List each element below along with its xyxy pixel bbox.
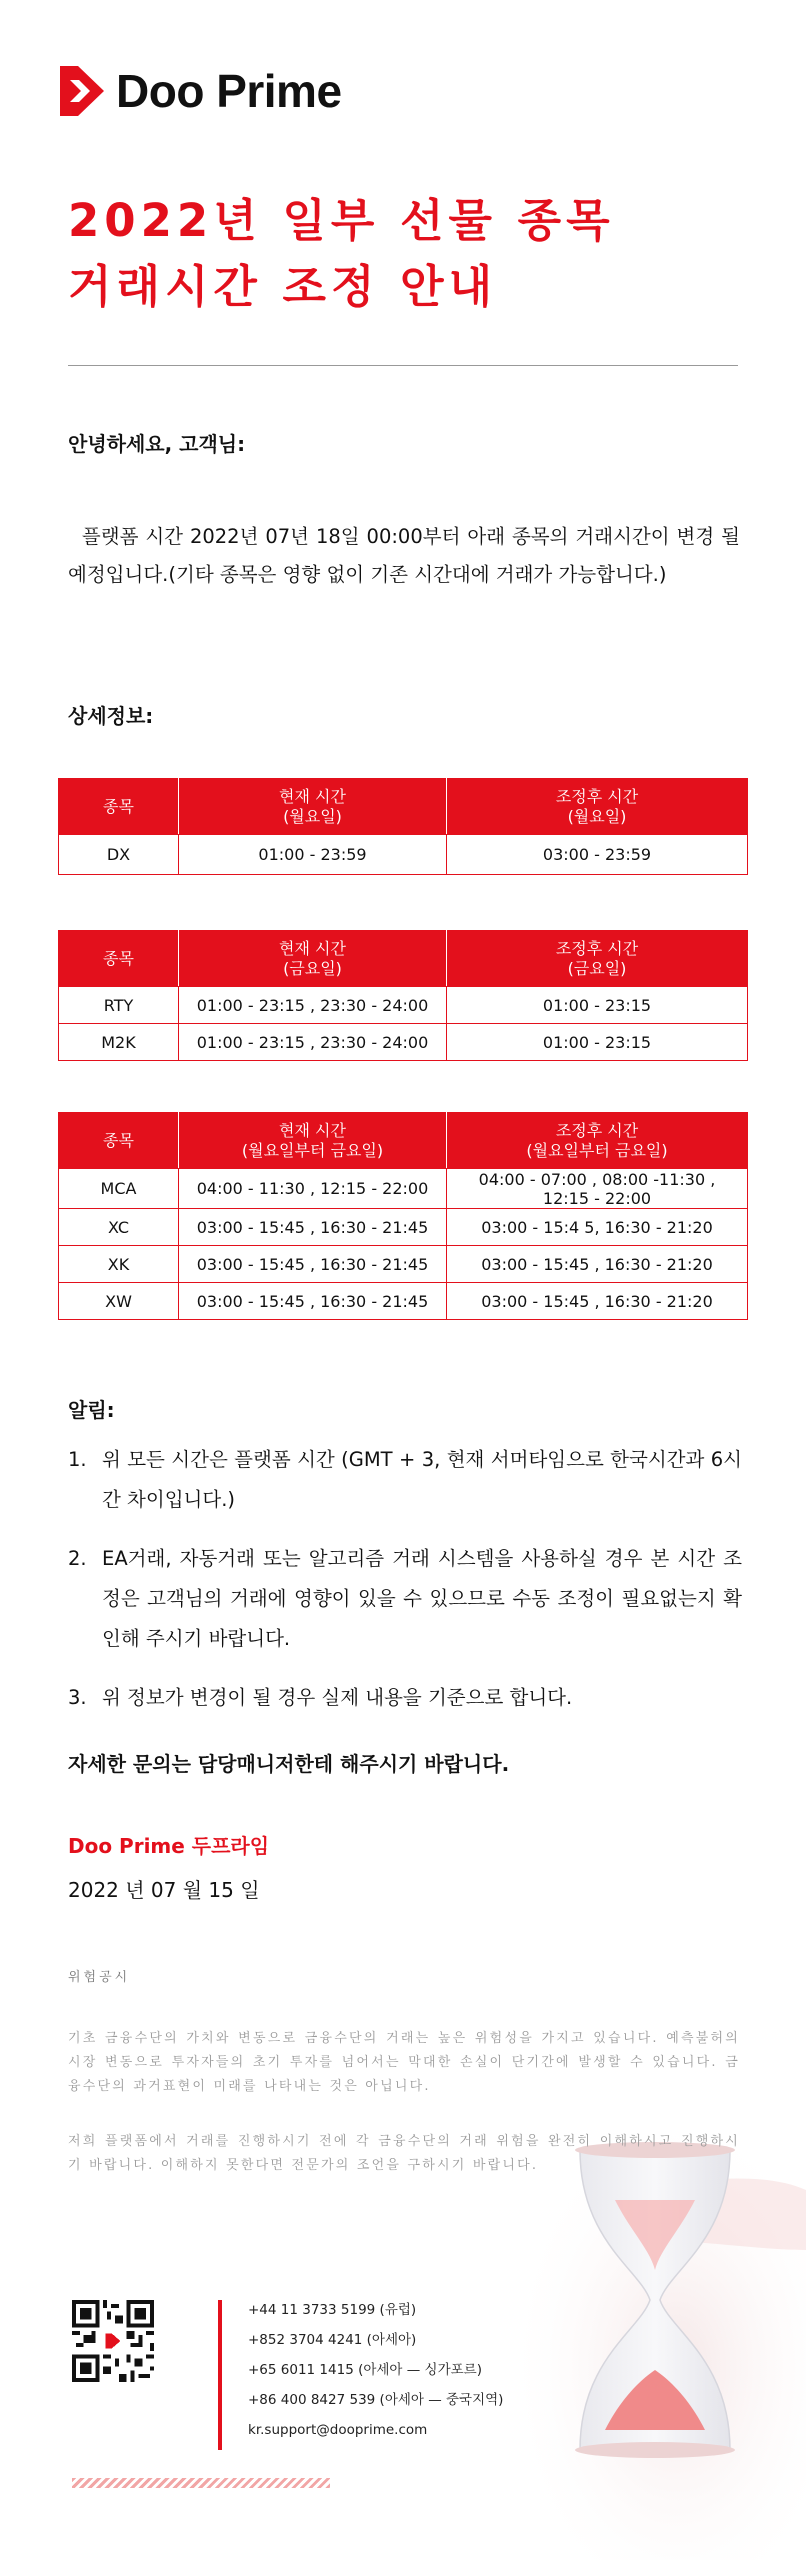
header-adjusted-text: 조정후 시간 (월요일부터 금요일) xyxy=(526,1120,668,1160)
table-header-row xyxy=(59,1113,748,1169)
list-item xyxy=(68,1440,742,1520)
risk-paragraph-1: 기초 금융수단의 가치와 변동으로 금융수단의 거래는 높은 위험성을 가지고 있습니다. 예측불허의 시장 변동으로 투자자들의 초기 투자를 넘어서는 막대한 손실이 단기간에 발생할 수 있습니다. 금융수단의 과거표현이 미래를 나타내는 것은 아닙니다. xyxy=(68,2031,740,2094)
header-adjusted-text: 조정후 시간 (월요일) xyxy=(555,786,639,826)
intro-paragraph xyxy=(68,518,740,594)
signature-brand: Doo Prime 두프라임 xyxy=(68,1834,270,1858)
list-text: 위 정보가 변경이 될 경우 실제 내용을 기준으로 합니다. xyxy=(102,1686,573,1709)
contact-phone-china[interactable]: +86 400 8427 539 (아세아 — 중국지역) xyxy=(248,2392,504,2408)
cell-symbol: MCA xyxy=(59,1169,179,1209)
divider xyxy=(68,365,738,366)
cell-current: 01:00 - 23:15 , 23:30 - 24:00 xyxy=(179,1024,447,1061)
contact-phone-europe[interactable]: +44 11 3733 5199 (유럽) xyxy=(248,2302,417,2318)
table-row xyxy=(59,835,748,875)
intro-text: 플랫폼 시간 2022년 07년 18일 00:00부터 아래 종목의 거래시간이 변경 될 예정입니다.(기타 종목은 영향 없이 기존 시간대에 거래가 가능합니다.) xyxy=(68,525,740,586)
schedule-table-weekdays xyxy=(58,1112,748,1320)
cell-symbol: RTY xyxy=(59,987,179,1024)
risk-heading: 위험공시 xyxy=(68,1970,131,1985)
contact-phone-asia[interactable]: +852 3704 4241 (아세아) xyxy=(248,2332,417,2348)
table-header-row xyxy=(59,779,748,835)
cell-current: 01:00 - 23:15 , 23:30 - 24:00 xyxy=(179,987,447,1024)
contact-email[interactable]: kr.support@dooprime.com xyxy=(248,2422,428,2438)
header-current-text: 현재 시간 (월요일부터 금요일) xyxy=(241,1120,384,1160)
header-symbol: 종목 xyxy=(59,779,179,835)
cell-current: 04:00 - 11:30 , 12:15 - 22:00 xyxy=(179,1169,447,1209)
header-symbol: 종목 xyxy=(59,1113,179,1169)
list-number: 2. xyxy=(68,1547,87,1570)
contact-list xyxy=(248,2295,503,2445)
cell-adjusted: 01:00 - 23:15 xyxy=(447,987,748,1024)
contact-phone-singapore[interactable]: +65 6011 1415 (아세아 — 싱가포르) xyxy=(248,2362,482,2378)
cell-current: 03:00 - 15:45 , 16:30 - 21:45 xyxy=(179,1209,447,1246)
details-heading: 상세정보: xyxy=(68,704,154,728)
table-row xyxy=(59,1209,748,1246)
hourglass-decoration-icon xyxy=(520,2130,806,2560)
cell-adjusted: 03:00 - 15:45 , 16:30 - 21:20 xyxy=(447,1246,748,1283)
list-item xyxy=(68,1678,742,1718)
table-row xyxy=(59,1283,748,1320)
header-adjusted-text: 조정후 시간 (금요일) xyxy=(555,938,639,978)
cell-adjusted: 03:00 - 15:45 , 16:30 - 21:20 xyxy=(447,1283,748,1320)
qr-code-icon[interactable] xyxy=(72,2300,154,2382)
cell-current: 03:00 - 15:45 , 16:30 - 21:45 xyxy=(179,1283,447,1320)
list-number: 1. xyxy=(68,1448,87,1471)
footer-accent-bar xyxy=(218,2300,222,2450)
contact-instruction: 자세한 문의는 담당매니저한테 해주시기 바랍니다. xyxy=(68,1752,510,1776)
table-row xyxy=(59,987,748,1024)
doo-prime-logo-icon xyxy=(60,66,104,116)
cell-adjusted-text: 04:00 - 07:00 , 08:00 -11:30 , 12:15 - 22:00 xyxy=(478,1169,716,1208)
cell-adjusted: 03:00 - 23:59 xyxy=(447,835,748,875)
header-adjusted xyxy=(447,1113,748,1169)
title-line-2: 거래시간 조정 안내 xyxy=(68,260,498,313)
cell-symbol: M2K xyxy=(59,1024,179,1061)
cell-adjusted xyxy=(447,1169,748,1209)
list-text: 위 모든 시간은 플랫폼 시간 (GMT + 3, 현재 서머타임으로 한국시간과 6시간 차이입니다.) xyxy=(102,1448,742,1511)
notice-heading: 알림: xyxy=(68,1398,115,1422)
risk-paragraph-2: 저희 플랫폼에서 거래를 진행하시기 전에 각 금융수단의 거래 위험을 완전히 이해하시고 진행하시기 바랍니다. 이해하지 못한다면 전문가의 조언을 구하시기 바랍니다. xyxy=(68,2134,740,2173)
cell-adjusted: 01:00 - 23:15 xyxy=(447,1024,748,1061)
cell-adjusted: 03:00 - 15:4 5, 16:30 - 21:20 xyxy=(447,1209,748,1246)
signature-date: 2022 년 07 월 15 일 xyxy=(68,1878,260,1902)
brand-name: Doo Prime xyxy=(116,65,342,117)
table-row xyxy=(59,1246,748,1283)
greeting: 안녕하세요, 고객님: xyxy=(68,432,246,456)
decorative-stripe xyxy=(72,2478,330,2488)
header-symbol: 종목 xyxy=(59,931,179,987)
schedule-table-friday xyxy=(58,930,748,1061)
cell-symbol: XC xyxy=(59,1209,179,1246)
cell-symbol: XK xyxy=(59,1246,179,1283)
header-current-text: 현재 시간 (월요일) xyxy=(279,786,346,826)
notice-list xyxy=(68,1440,742,1737)
list-text: EA거래, 자동거래 또는 알고리즘 거래 시스템을 사용하실 경우 본 시간 조정은 고객님의 거래에 영향이 있을 수 있으므로 수동 조정이 필요없는지 확인해 주시기 바랍니다. xyxy=(102,1547,742,1650)
brand-logo[interactable] xyxy=(60,64,342,118)
header-current xyxy=(179,931,447,987)
header-current xyxy=(179,779,447,835)
table-header-row xyxy=(59,931,748,987)
table-row xyxy=(59,1024,748,1061)
list-number: 3. xyxy=(68,1686,87,1709)
list-item xyxy=(68,1539,742,1659)
header-current-text: 현재 시간 (금요일) xyxy=(279,938,346,978)
cell-current: 03:00 - 15:45 , 16:30 - 21:45 xyxy=(179,1246,447,1283)
page-title xyxy=(68,188,615,320)
title-line-1: 2022년 일부 선물 종목 xyxy=(68,194,615,247)
header-adjusted xyxy=(447,931,748,987)
schedule-table-monday xyxy=(58,778,748,875)
cell-symbol: DX xyxy=(59,835,179,875)
header-current xyxy=(179,1113,447,1169)
cell-current: 01:00 - 23:59 xyxy=(179,835,447,875)
cell-symbol: XW xyxy=(59,1283,179,1320)
header-adjusted xyxy=(447,779,748,835)
table-row xyxy=(59,1169,748,1209)
